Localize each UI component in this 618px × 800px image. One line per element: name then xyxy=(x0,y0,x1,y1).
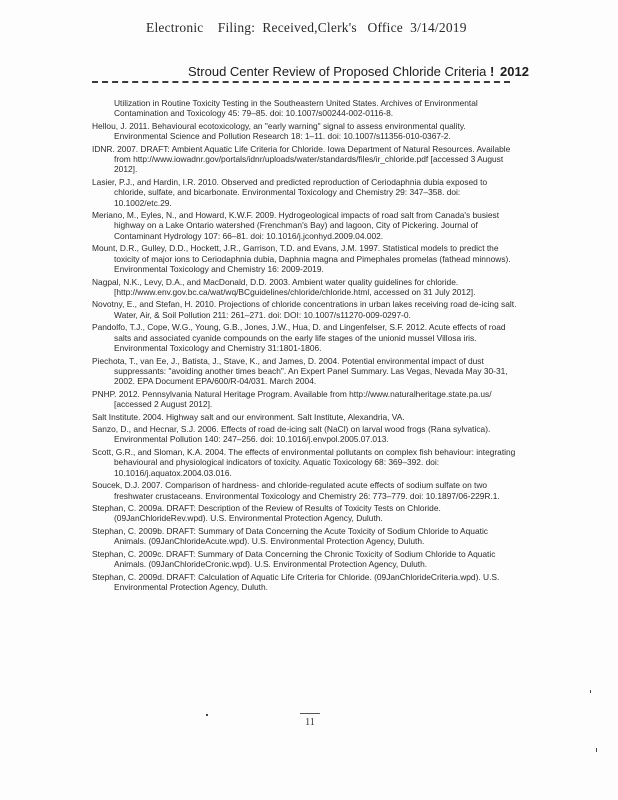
reference-entry: Sanzo, D., and Hecnar, S.J. 2006. Effects of road de-icing salt (NaCl) on larval wood frogs (Rana sylvatica). Environmental Pollution 140: 247–256. doi: 10.1016/j.envpol.2005.07.013. xyxy=(92,424,491,445)
reference-entry: Stephan, C. 2009b. DRAFT: Summary of Data Concerning the Acute Toxicity of Sodium Chloride to Aquatic Animals. (09JanChlorideAcute.wpd). U.S. Environmental Protection Agency, Duluth. xyxy=(92,526,488,547)
reference-entry: IDNR. 2007. DRAFT: Ambient Aquatic Life Criteria for Chloride. Iowa Department of Natural Resources. Available from http://www.iowadnr.gov/portals/idnr/uploads/water/standards/files/ir_chloride.pdf [accessed 3 August 2012]. xyxy=(92,143,511,175)
reference-entry: Hellou, J. 2011. Behavioural ecotoxicology, an "early warning" signal to assess environmental quality. Environmental Science and Pollution Research 18: 1–11. doi: 10.1007/s11356-010-0367-2. xyxy=(92,120,466,142)
header-year: 2012 xyxy=(500,64,529,79)
page-number-rule xyxy=(300,713,320,714)
reference-entry: Piechota, T., van Ee, J., Batista, J., Stave, K., and James, D. 2004. Potential environmental impact of dust suppressants: "avoiding another times beach". An Expert Panel Summary. Las Vegas, Nevada May 30-31, 2002. EPA Document EPA/600/R-04/031. March 2004. xyxy=(92,355,508,387)
reference-entry: Scott, G.R., and Sloman, K.A. 2004. The effects of environmental pollutants on complex fish behaviour: integrating behavioural and physiological indicators of toxicity. Aquatic Toxicology 68: 369–392. doi: 10.1016/j.aquatox.2004.03.016. xyxy=(92,447,516,478)
reference-entry: Meriano, M., Eyles, N., and Howard, K.W.F. 2009. Hydrogeological impacts of road salt from Canada's busiest highway on a Lake Ontario watershed (Frenchman's Bay) and lagoon, City of Pickering. Journal of Contaminant Hydrology 107: 66–81. doi: 10.1016/j.jconhyd.2009.04.002. xyxy=(92,210,500,241)
reference-entry: Mount, D.R., Gulley, D.D., Hockett, J.R., Garrison, T.D. and Evans, J.M. 1997. Statistical models to predict the toxicity of major ions to Ceriodaphnia dubia, Daphnia magna and Pimephales promelas (fathead minnows). Environmental Toxicology and Chemistry 16: 2009-2019. xyxy=(92,243,511,274)
reference-entry: Nagpal, N.K., Levy, D.A., and MacDonald, D.D. 2003. Ambient water quality guidelines for chloride. [http://www.env.gov.bc.ca/wat/wq/BCguidelines/chloride/chloride.html, accessed on 31 July 2012]. xyxy=(92,276,476,297)
reference-list xyxy=(92,98,520,595)
header-mark: ! xyxy=(490,64,495,79)
filing-stamp: Electronic Filing: Received,Clerk's Office 3/14/2019 xyxy=(146,20,467,35)
header-title: Stroud Center Review of Proposed Chloride Criteria xyxy=(188,64,487,79)
reference-entry: Salt Institute. 2004. Highway salt and our environment. Salt Institute, Alexandria, VA. xyxy=(92,411,405,422)
reference-entry: Stephan, C. 2009c. DRAFT: Summary of Data Concerning the Chronic Toxicity of Sodium Chloride to Aquatic Animals. (09JanChlorideCronic.wpd). U.S. Environmental Protection Agency, Duluth. xyxy=(92,548,496,570)
scan-speck xyxy=(590,690,591,693)
reference-entry: Pandolfo, T.J., Cope, W.G., Young, G.B., Jones, J.W., Hua, D. and Lingenfelser, S.F. 2012. Acute effects of road salts and associated cyanide compounds on the early life stages of the unionid mussel Villosa iris. Environmental Toxicology and Chemistry 31:1801-1806. xyxy=(92,322,506,353)
reference-entry: Lasier, P.J., and Hardin, I.R. 2010. Observed and predicted reproduction of Ceriodaphnia dubia exposed to chloride, sulfate, and bicarbonate. Environmental Toxicology and Chemistry 29: 347–358. doi: 10.1002/etc.29. xyxy=(92,176,488,208)
running-header xyxy=(188,64,529,79)
page-number: 11 xyxy=(305,717,315,728)
reference-entry: Novotny, E., and Stefan, H. 2010. Projections of chloride concentrations in urban lakes receiving road de-icing salt. Water, Air, & Soil Pollution 211: 261–271. doi: DOI: 10.1007/s11270-009-0297-0. xyxy=(92,299,517,320)
scan-speck xyxy=(596,748,597,752)
reference-entry: PNHP. 2012. Pennsylvania Natural Heritage Program. Available from http://www.naturalheritage.state.pa.us/ [accessed 2 August 2012]. xyxy=(92,388,492,409)
header-rule xyxy=(92,81,510,83)
scan-speck xyxy=(206,714,208,716)
reference-entry: Stephan, C. 2009a. DRAFT: Description of the Review of Results of Toxicity Tests on Chloride. (09JanChlorideRev.wpd). U.S. Environmental Protection Agency, Duluth. xyxy=(92,503,441,524)
reference-entry: Soucek, D.J. 2007. Comparison of hardness- and chloride-regulated acute effects of sodium sulfate on two freshwater crustaceans. Environmental Toxicology and Chemistry 26: 773–779. doi: 10.1897/06-229R.1. xyxy=(92,480,500,501)
reference-entry: Stephan, C. 2009d. DRAFT: Calculation of Aquatic Life Criteria for Chloride. (09JanChlorideCriteria.wpd). U.S. Environmental Protection Agency, Duluth. xyxy=(92,571,500,593)
reference-entry: Utilization in Routine Toxicity Testing in the Southeastern United States. Archives of Environmental Contamination and Toxicology 45: 79–85. doi: 10.1007/s00244-002-0116-8. xyxy=(114,98,478,119)
